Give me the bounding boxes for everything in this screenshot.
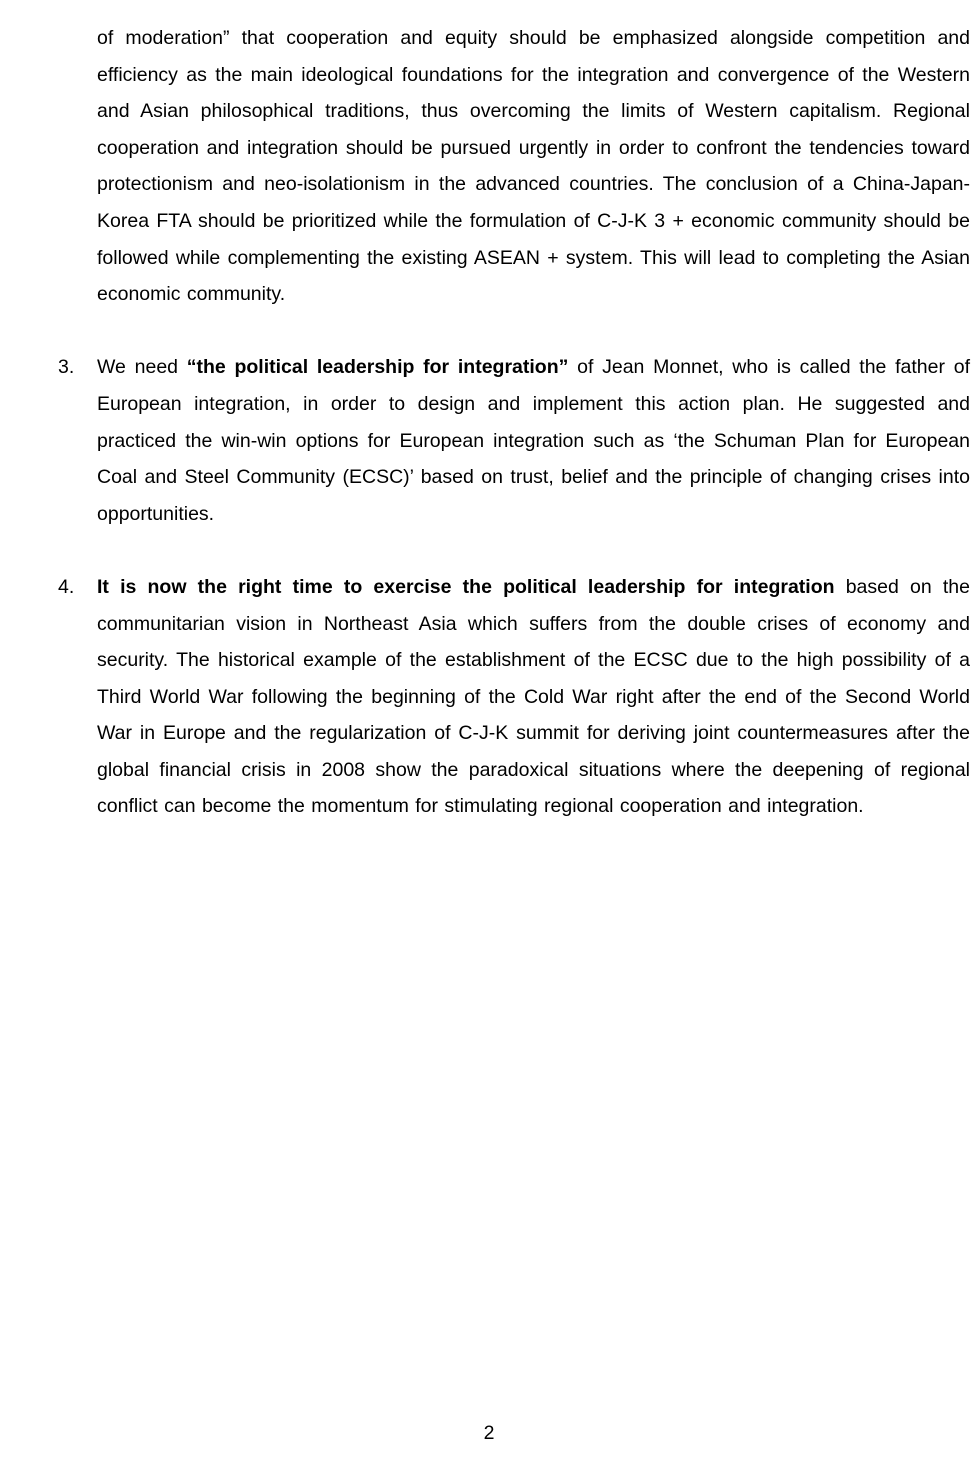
list-item-3-number: 3. (58, 356, 75, 379)
continuation-paragraph-text: of moderation” that cooperation and equity should be emphasized alongside competition and efficiency as the main ideological foundations for the integration and convergence of the Western and Asian philosophical traditions, thus overcoming the limits of Western capitalism. Regional cooperation and integration should be pursued urgently in order to confront the tendencies toward protectionism and neo-isolationism in the advanced countries. The conclusion of a China-Japan-Korea FTA should be prioritized while the formulation of C-J-K 3 + economic community should be followed while complementing the existing ASEAN + system. This will lead to completing the Asian economic community. (97, 27, 970, 306)
list-item-3 (58, 349, 970, 532)
list-item-3-rest: of Jean Monnet, who is called the father of European integration, in order to design and implement this action plan. He suggested and practiced the win-win options for European integration such as ‘the Schuman Plan for European Coal and Steel Community (ECSC)’ based on trust, belief and the principle of changing crises into opportunities. (97, 356, 970, 525)
list-item-4 (58, 569, 970, 825)
page-number: 2 (483, 1422, 495, 1444)
list-item-3-lead: We need (97, 356, 187, 379)
list-item-4-number: 4. (58, 575, 75, 598)
list-item-4-text (97, 569, 970, 825)
document-content (58, 20, 970, 862)
list-item-3-bold-phrase: “the political leadership for integration” (186, 356, 569, 379)
list-item-3-text (97, 349, 970, 532)
list-item-4-rest: based on the communitarian vision in Northeast Asia which suffers from the double crises of economy and security. The historical example of the establishment of the ECSC due to the high possibility of a Third World War following the beginning of the Cold War right after the end of the Second World War in Europe and the regularization of C-J-K summit for deriving joint countermeasures after the global financial crisis in 2008 show the paradoxical situations where the deepening of regional conflict can become the momentum for stimulating regional cooperation and integration. (97, 575, 970, 818)
list-item-4-bold-phrase: It is now the right time to exercise the political leadership for integration (97, 575, 835, 598)
continuation-paragraph (97, 20, 970, 313)
